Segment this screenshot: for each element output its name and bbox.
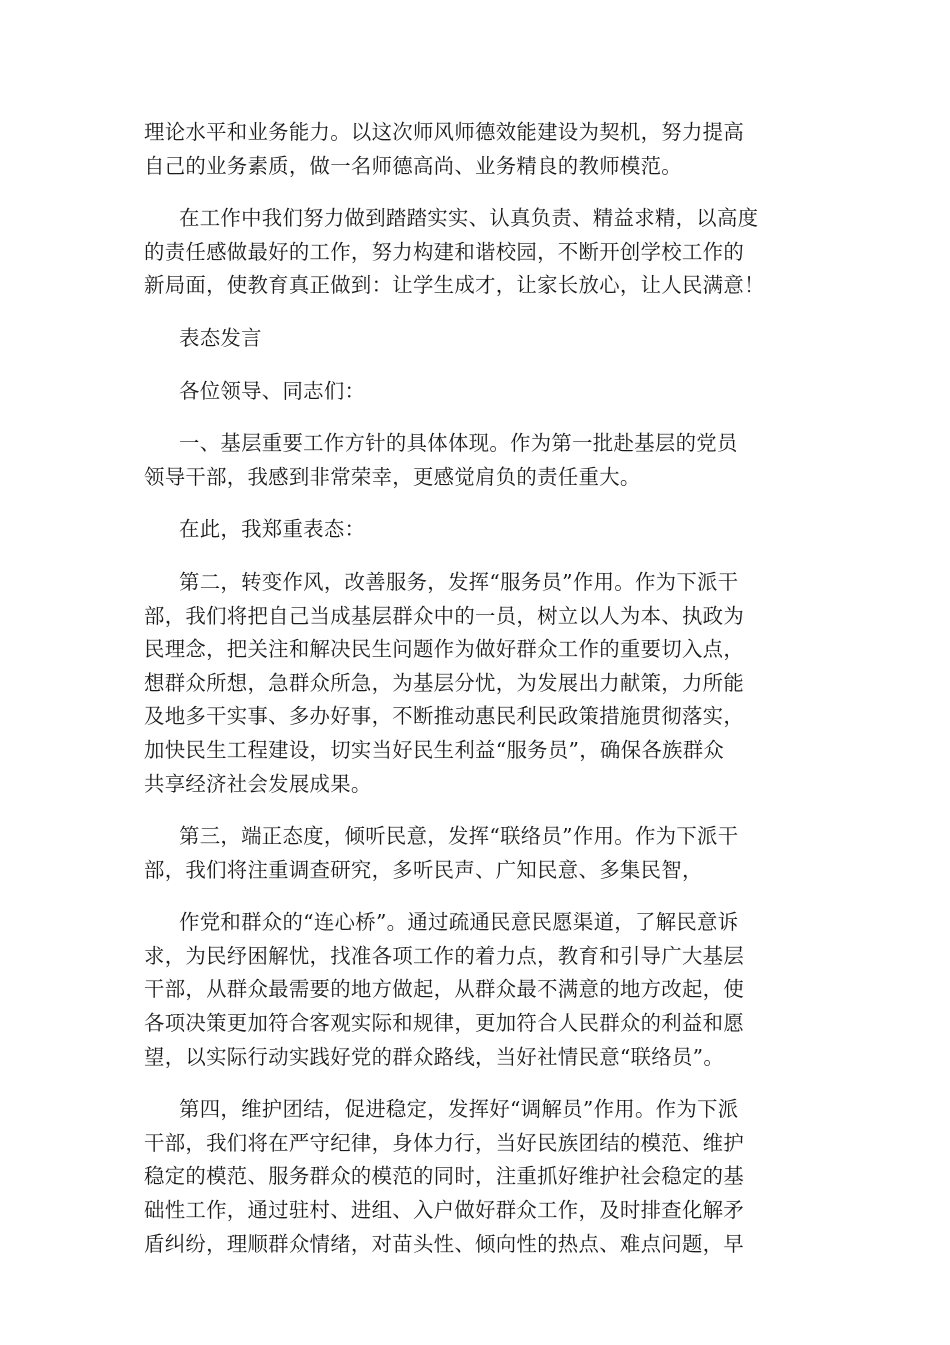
text-line: 稳定的模范、服务群众的模范的同时，注重抓好维护社会稳定的基 <box>144 1164 745 1189</box>
text-line: 共享经济社会发展成果。 <box>144 771 372 796</box>
text-line: 第二，转变作风，改善服务，发挥“服务员”作用。作为下派干 <box>179 569 739 594</box>
text-line: 础性工作，通过驻村、进组、入户做好群众工作，及时排查化解矛 <box>144 1198 745 1223</box>
paragraph-10 <box>144 1093 764 1261</box>
text-line: 新局面，使教育真正做到：让学生成才，让家长放心，让人民满意！ <box>144 273 765 298</box>
paragraph-1 <box>144 116 764 183</box>
heading-text: 表态发言 <box>179 325 262 350</box>
text-line: 加快民生工程建设，切实当好民生利益“服务员”，确保各族群众 <box>144 737 725 762</box>
paragraph-7 <box>144 566 764 801</box>
salutation-text: 各位领导、同志们： <box>179 378 366 403</box>
text-line: 部，我们将注重调查研究，多听民声、广知民意、多集民智， <box>144 857 703 882</box>
text-line: 一、基层重要工作方针的具体体现。作为第一批赴基层的党员 <box>179 431 738 456</box>
text-line: 干部，我们将在严守纪律，身体力行，当好民族团结的模范、维护 <box>144 1130 745 1155</box>
section-heading <box>144 322 764 356</box>
text-line: 盾纠纷，理顺群众情绪，对苗头性、倾向性的热点、难点问题，早 <box>144 1231 745 1256</box>
text-line: 第四，维护团结，促进稳定，发挥好“调解员”作用。作为下派 <box>179 1097 739 1122</box>
salutation <box>144 375 764 409</box>
text-line: 在此，我郑重表态： <box>179 517 366 542</box>
paragraph-6 <box>144 513 764 547</box>
text-line: 民理念，把关注和解决民生问题作为做好群众工作的重要切入点， <box>144 637 745 662</box>
text-line: 作党和群众的“连心桥”。通过疏通民意民愿渠道，了解民意诉 <box>179 910 739 935</box>
text-line: 各项决策更加符合客观实际和规律，更加符合人民群众的利益和愿 <box>144 1011 745 1036</box>
text-line: 想群众所想，急群众所急，为基层分忧，为发展出力献策，力所能 <box>144 670 745 695</box>
text-line: 求，为民纾困解忧，找准各项工作的着力点，教育和引导广大基层 <box>144 943 745 968</box>
document-page <box>144 116 764 1280</box>
text-line: 在工作中我们努力做到踏踏实实、认真负责、精益求精，以高度 <box>179 206 759 231</box>
paragraph-5 <box>144 427 764 494</box>
paragraph-8 <box>144 820 764 887</box>
text-line: 的责任感做最好的工作，努力构建和谐校园，不断开创学校工作的 <box>144 239 745 264</box>
paragraph-2 <box>144 202 764 303</box>
text-line: 领导干部，我感到非常荣幸，更感觉肩负的责任重大。 <box>144 464 641 489</box>
text-line: 第三，端正态度，倾听民意，发挥“联络员”作用。作为下派干 <box>179 824 739 849</box>
text-line: 望，以实际行动实践好党的群众路线，当好社情民意“联络员”。 <box>144 1044 725 1069</box>
text-line: 部，我们将把自己当成基层群众中的一员，树立以人为本、执政为 <box>144 603 745 628</box>
text-line: 理论水平和业务能力。以这次师风师德效能建设为契机，努力提高 <box>144 120 745 144</box>
text-line: 自己的业务素质，做一名师德高尚、业务精良的教师模范。 <box>144 153 682 178</box>
text-line: 干部，从群众最需要的地方做起，从群众最不满意的地方改起，使 <box>144 977 745 1002</box>
paragraph-9 <box>144 906 764 1074</box>
text-line: 及地多干实事、多办好事，不断推动惠民利民政策措施贯彻落实， <box>144 704 745 729</box>
